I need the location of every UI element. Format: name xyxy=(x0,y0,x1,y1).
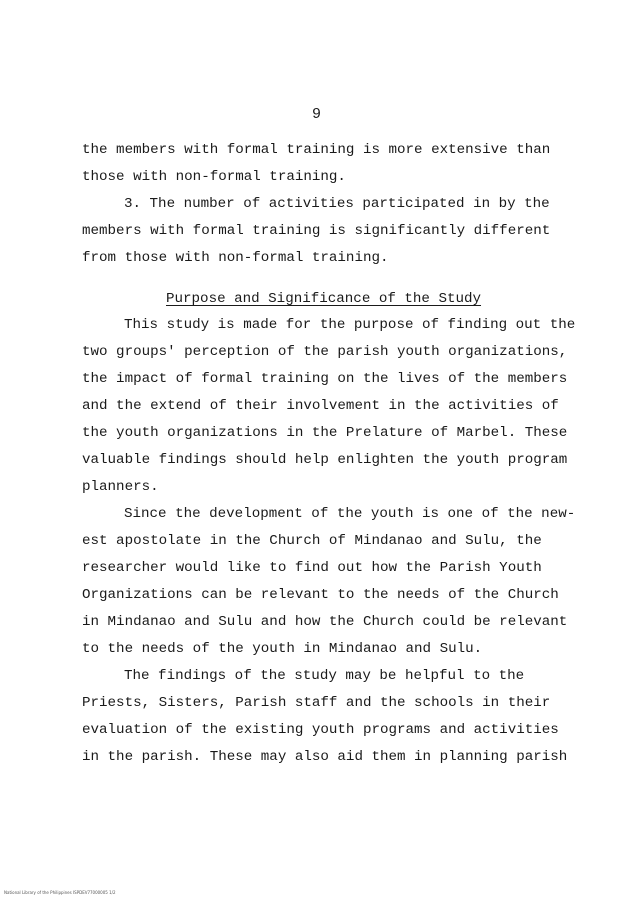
text-line: to the needs of the youth in Mindanao and Sulu. xyxy=(82,641,483,657)
text-line: members with formal training is significantly different xyxy=(82,223,551,239)
text-line: the members with formal training is more extensive than xyxy=(82,142,551,158)
text-line: the youth organizations in the Prelature of Marbel. These xyxy=(82,425,568,441)
text-line: in Mindanao and Sulu and how the Church could be relevant xyxy=(82,614,568,630)
text-line: two groups' perception of the parish youth organizations, xyxy=(82,344,568,360)
text-line: This study is made for the purpose of finding out the xyxy=(124,317,576,333)
text-line: planners. xyxy=(82,479,159,495)
text-line: in the parish. These may also aid them in planning parish xyxy=(82,749,568,765)
text-line: valuable findings should help enlighten the youth program xyxy=(82,452,568,468)
text-line: those with non-formal training. xyxy=(82,169,346,185)
section-heading: Purpose and Significance of the Study xyxy=(166,291,482,307)
text-line: evaluation of the existing youth programs and activities xyxy=(82,722,559,738)
text-line: Priests, Sisters, Parish staff and the schools in their xyxy=(82,695,551,711)
text-line: 3. The number of activities participated in by the xyxy=(124,196,550,212)
text-line: Since the development of the youth is one of the new- xyxy=(124,506,576,522)
text-line: and the extend of their involvement in the activities of xyxy=(82,398,559,414)
text-line: from those with non-formal training. xyxy=(82,250,389,266)
archive-footer: National Library of the Philippines ISPDEV77000005 1/2 xyxy=(4,890,116,895)
text-line: est apostolate in the Church of Mindanao and Sulu, the xyxy=(82,533,542,549)
text-line: The findings of the study may be helpful to the xyxy=(124,668,525,684)
text-line: the impact of formal training on the lives of the members xyxy=(82,371,568,387)
text-line: Organizations can be relevant to the needs of the Church xyxy=(82,587,559,603)
text-line: researcher would like to find out how the Parish Youth xyxy=(82,560,542,576)
page-number: 9 xyxy=(312,106,322,123)
